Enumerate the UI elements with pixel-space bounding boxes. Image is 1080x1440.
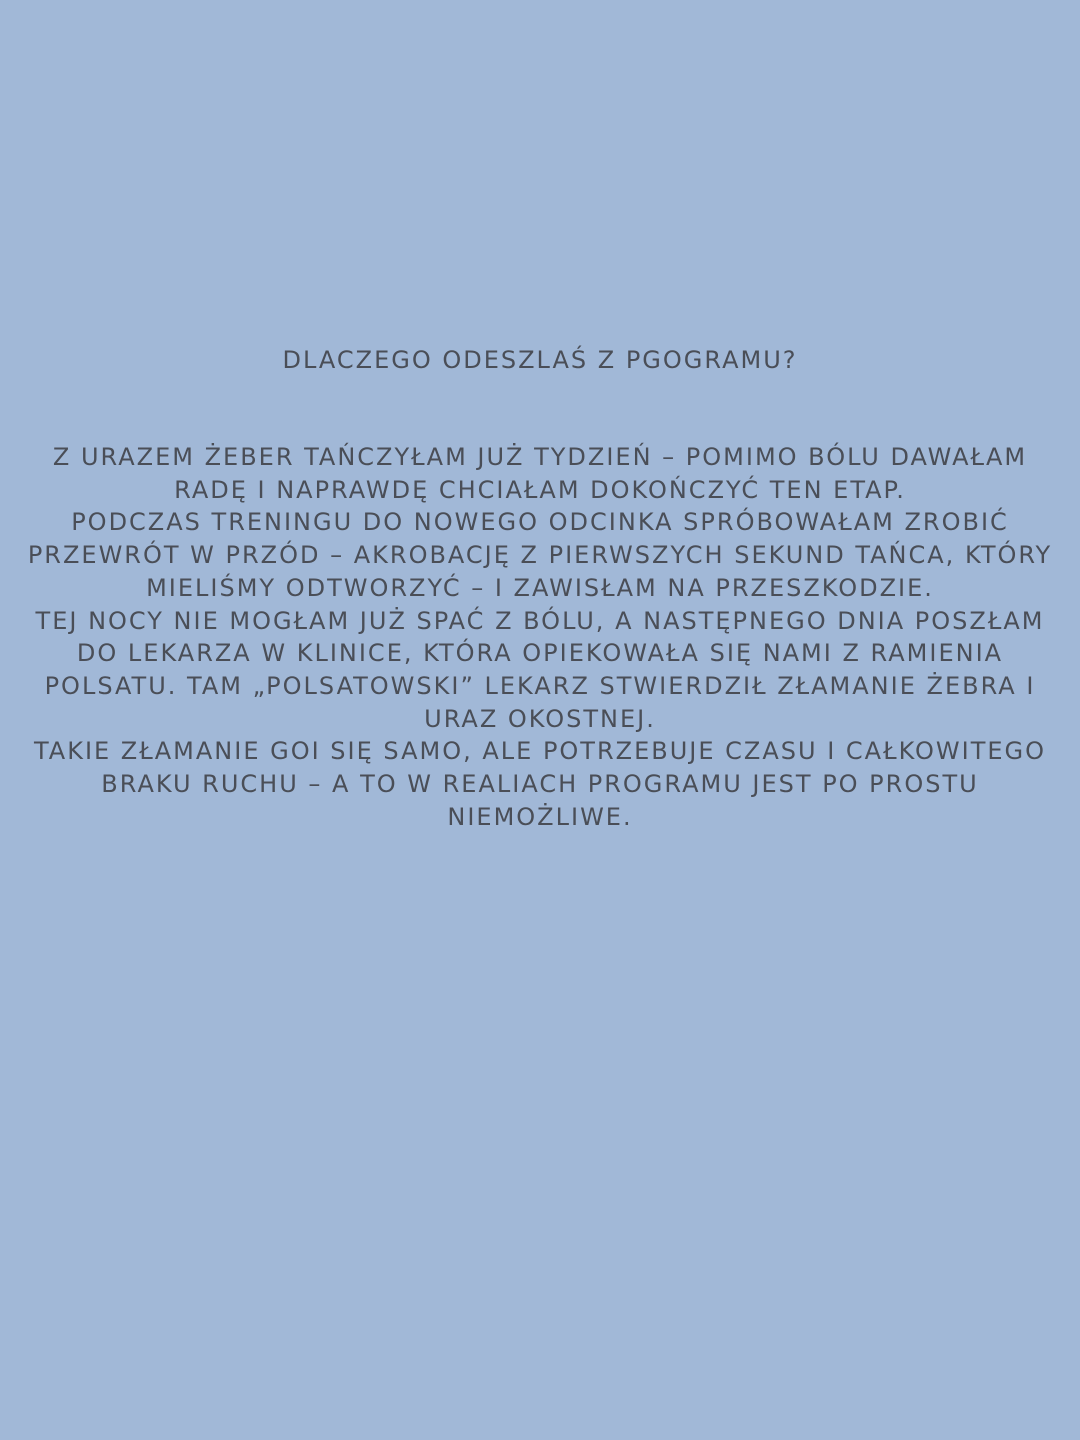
slide-heading: DLACZEGO ODESZLAŚ Z PGOGRAMU? <box>282 346 798 374</box>
slide-body <box>22 441 1058 833</box>
paragraph-healing: TAKIE ZŁAMANIE GOI SIĘ SAMO, ALE POTRZEBUJE CZASU I CAŁKOWITEGO BRAKU RUCHU – A TO W REALIACH PROGRAMU JEST PO PROSTU NIEMOŻLIWE. <box>33 737 1047 831</box>
paragraph-training-accident: PODCZAS TRENINGU DO NOWEGO ODCINKA SPRÓBOWAŁAM ZROBIĆ PRZEWRÓT W PRZÓD – AKROBACJĘ Z PIERWSZYCH SEKUND TAŃCA, KTÓRY MIELIŚMY ODTWORZYĆ – I ZAWISŁAM NA PRZESZKODZIE. <box>27 508 1053 602</box>
paragraph-rib-injury: Z URAZEM ŻEBER TAŃCZYŁAM JUŻ TYDZIEŃ – POMIMO BÓLU DAWAŁAM RADĘ I NAPRAWDĘ CHCIAŁAM DOKOŃCZYĆ TEN ETAP. <box>52 443 1028 504</box>
paragraph-doctor-diagnosis: TEJ NOCY NIE MOGŁAM JUŻ SPAĆ Z BÓLU, A NASTĘPNEGO DNIA POSZŁAM DO LEKARZA W KLINICE, KTÓRA OPIEKOWAŁA SIĘ NAMI Z RAMIENIA POLSATU. TAM „POLSATOWSKI” LEKARZ STWIERDZIŁ ZŁAMANIE ŻEBRA I URAZ OKOSTNEJ. <box>35 606 1045 733</box>
